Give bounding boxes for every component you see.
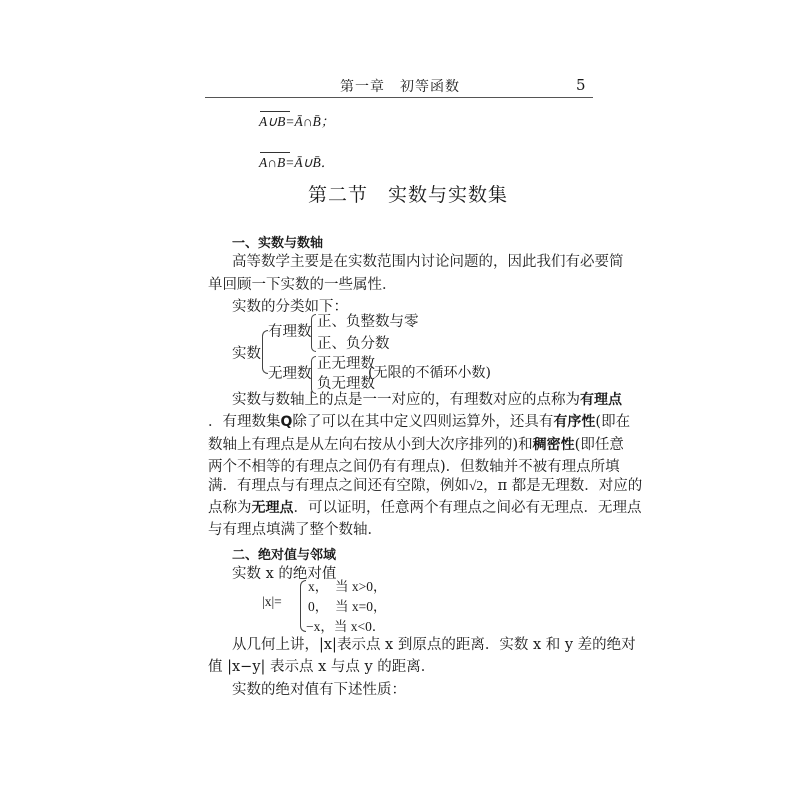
- case-line: x， 当 x>0，: [308, 579, 387, 594]
- paragraph-line: 实数与数轴上的点是一一对应的，有理数对应的点称为有理点: [232, 392, 622, 408]
- paragraph-line: 值 |x−y| 表示点 x 与点 y 的距离．: [208, 659, 436, 675]
- paragraph-line: 单回顾一下实数的一些属性．: [208, 277, 397, 293]
- abs-lhs: |x|=: [262, 594, 282, 609]
- case-line: 0， 当 x=0，: [308, 599, 387, 614]
- class-item: 正、负整数与零: [317, 314, 419, 330]
- class-rational: 有理数: [268, 324, 312, 340]
- paragraph-line: 与有理点填满了整个数轴．: [208, 522, 382, 538]
- class-irrational: 无理数: [268, 366, 312, 382]
- class-item: 负无理数: [317, 376, 375, 392]
- paragraph-line: 高等数学主要是在实数范围内讨论问题的，因此我们有必要简: [232, 254, 624, 270]
- class-item: 正、负分数: [317, 336, 390, 352]
- class-note: (无限的不循环小数): [368, 365, 491, 381]
- page-number: 5: [576, 76, 586, 94]
- section-title: 第二节 实数与实数集: [308, 184, 509, 206]
- subsection-heading-1: 一、实数与数轴: [232, 236, 324, 251]
- paragraph-line: 满．有理点与有理点之间还有空隙，例如√2，π 都是无理数．对应的: [208, 478, 643, 494]
- paragraph-line: ．有理数集Q除了可以在其中定义四则运算外，还具有有序性(即在: [208, 414, 631, 430]
- paragraph-line: 点称为无理点．可以证明，任意两个有理点之间必有无理点．无理点: [208, 500, 642, 516]
- class-root: 实数: [232, 346, 261, 362]
- formula-2: A∩B=Ā∪B̄．: [259, 151, 800, 171]
- paragraph-line: 两个不相等的有理点之间仍有有理点)．但数轴并不被有理点所填: [208, 459, 620, 475]
- formula-1: A∪B=Ā∩B̄；: [259, 110, 800, 130]
- header-rule: [205, 97, 593, 98]
- paragraph-line: 数轴上有理点是从左向右按从小到大次序排列的)和稠密性(即任意: [208, 437, 624, 453]
- paragraph-line: 实数的绝对值有下述性质：: [232, 682, 406, 698]
- case-line: −x，当 x<0．: [306, 619, 386, 634]
- running-header: 第一章 初等函数: [340, 79, 460, 95]
- paragraph-line: 从几何上讲，|x|表示点 x 到原点的距离．实数 x 和 y 差的绝对: [232, 637, 636, 653]
- subsection-heading-2: 二、绝对值与邻域: [232, 548, 337, 563]
- paragraph-line: 实数的分类如下：: [232, 299, 348, 315]
- brace: [311, 314, 316, 352]
- class-item: 正无理数: [317, 356, 375, 372]
- brace: [311, 356, 316, 394]
- paragraph-line: 实数 x 的绝对值: [232, 566, 337, 582]
